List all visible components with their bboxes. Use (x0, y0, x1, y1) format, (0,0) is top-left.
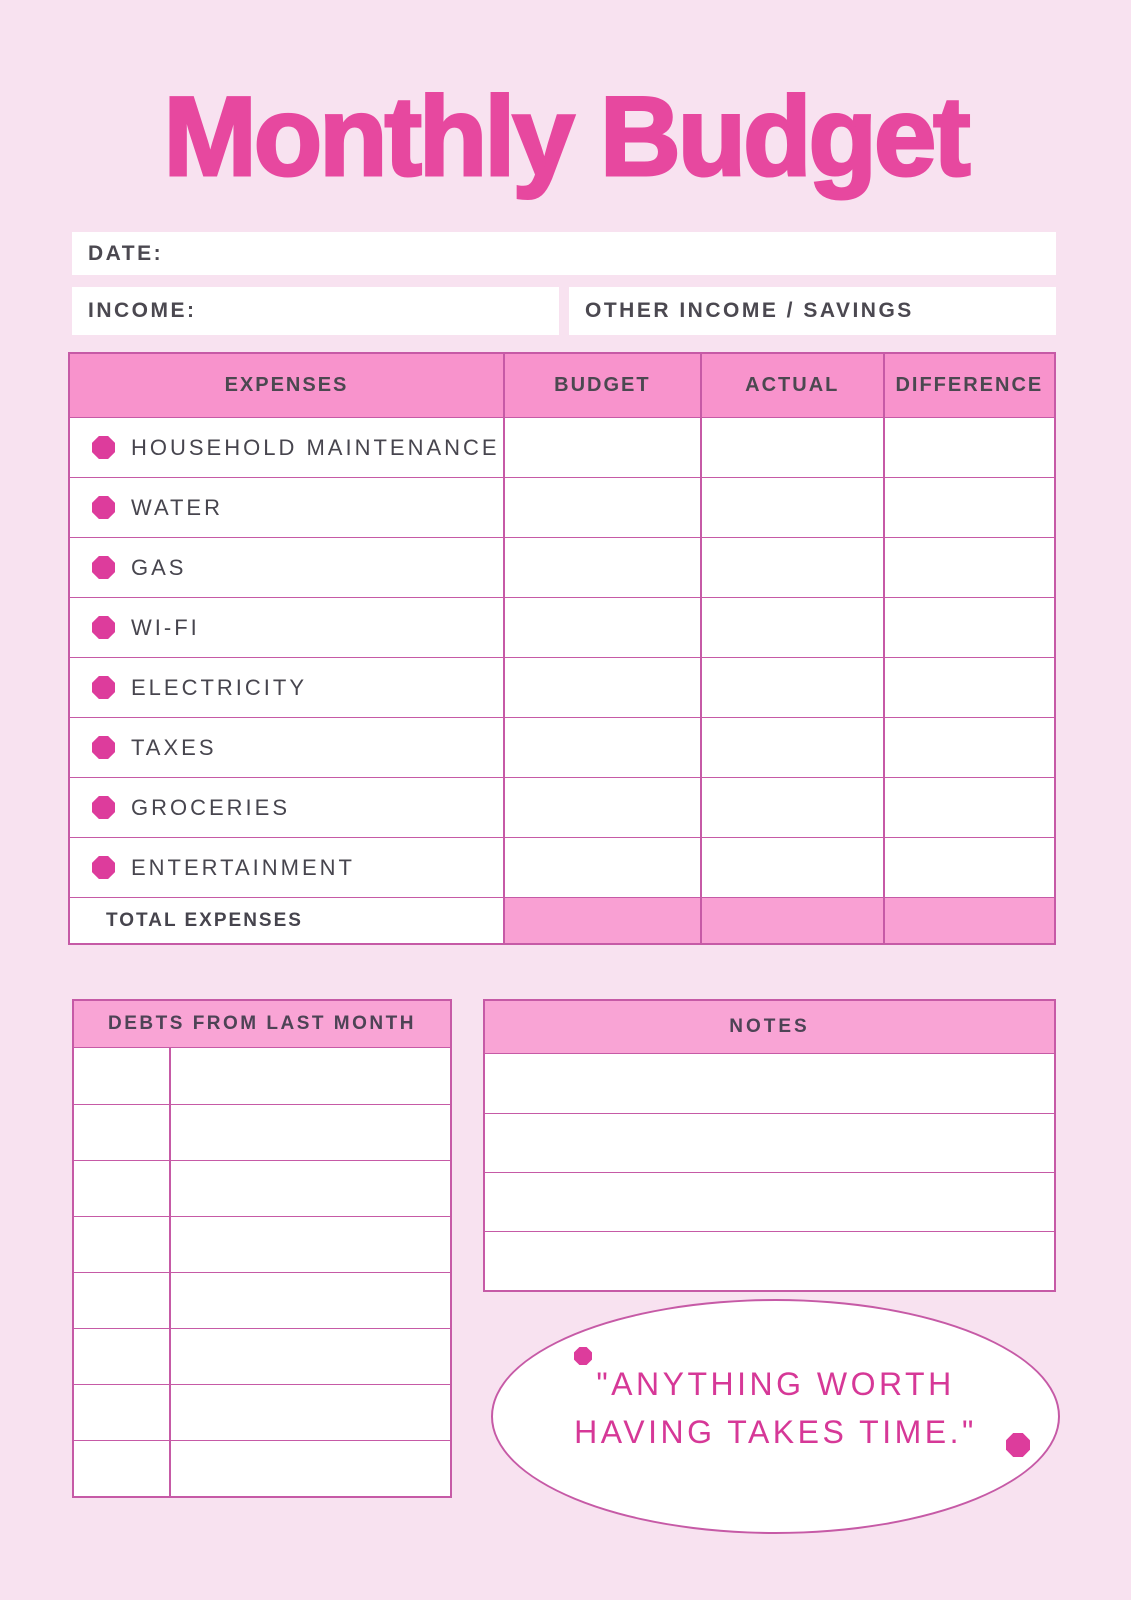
expenses-header-difference: DIFFERENCE (883, 354, 1054, 417)
debts-table-body (74, 1048, 450, 1496)
date-label: DATE: (88, 241, 164, 265)
expense-difference-cell[interactable] (883, 538, 1054, 597)
expense-row (70, 477, 1054, 537)
debts-row (74, 1384, 450, 1440)
total-difference-cell[interactable] (883, 898, 1054, 943)
expense-row (70, 597, 1054, 657)
expenses-header-expenses: EXPENSES (70, 354, 503, 417)
expense-label: WATER (131, 494, 223, 520)
expense-label-cell (70, 658, 503, 717)
expense-budget-cell[interactable] (503, 658, 700, 717)
debts-table-title: DEBTS FROM LAST MONTH (74, 1001, 450, 1048)
date-field[interactable] (72, 232, 1056, 275)
expense-label-cell (70, 838, 503, 897)
expense-budget-cell[interactable] (503, 598, 700, 657)
expense-actual-cell[interactable] (700, 598, 883, 657)
debt-amount-cell[interactable] (74, 1161, 169, 1216)
expenses-table-body (70, 417, 1054, 897)
total-expenses-row (70, 897, 1054, 943)
expense-label-cell (70, 478, 503, 537)
expense-actual-cell[interactable] (700, 538, 883, 597)
expenses-table-header-row (70, 354, 1054, 417)
expense-label: ENTERTAINMENT (131, 854, 355, 880)
expense-row (70, 777, 1054, 837)
expense-budget-cell[interactable] (503, 418, 700, 477)
expense-label: TAXES (131, 734, 217, 760)
expense-budget-cell[interactable] (503, 778, 700, 837)
debts-row (74, 1048, 450, 1104)
debt-description-cell[interactable] (169, 1441, 450, 1496)
expense-label: GAS (131, 554, 187, 580)
octagon-bullet-icon (92, 736, 115, 759)
expense-difference-cell[interactable] (883, 478, 1054, 537)
notes-line[interactable] (485, 1172, 1054, 1231)
octagon-bullet-icon (92, 856, 115, 879)
expense-label: HOUSEHOLD MAINTENANCE (131, 434, 500, 460)
debt-description-cell[interactable] (169, 1329, 450, 1384)
expense-actual-cell[interactable] (700, 658, 883, 717)
expense-actual-cell[interactable] (700, 718, 883, 777)
expense-budget-cell[interactable] (503, 718, 700, 777)
expense-difference-cell[interactable] (883, 598, 1054, 657)
debts-table (72, 999, 452, 1498)
debt-amount-cell[interactable] (74, 1385, 169, 1440)
debt-description-cell[interactable] (169, 1048, 450, 1104)
debt-amount-cell[interactable] (74, 1273, 169, 1328)
expense-row (70, 837, 1054, 897)
expense-budget-cell[interactable] (503, 538, 700, 597)
expense-actual-cell[interactable] (700, 778, 883, 837)
income-field[interactable] (72, 287, 559, 335)
notes-line[interactable] (485, 1054, 1054, 1113)
debt-amount-cell[interactable] (74, 1329, 169, 1384)
notes-line[interactable] (485, 1231, 1054, 1290)
expense-row (70, 417, 1054, 477)
expense-budget-cell[interactable] (503, 838, 700, 897)
quote-text: "ANYTHING WORTH HAVING TAKES TIME." (574, 1365, 977, 1450)
quote-ellipse (491, 1299, 1060, 1534)
debt-description-cell[interactable] (169, 1161, 450, 1216)
total-actual-cell[interactable] (700, 898, 883, 943)
debt-amount-cell[interactable] (74, 1048, 169, 1104)
expense-label-cell (70, 418, 503, 477)
expense-difference-cell[interactable] (883, 838, 1054, 897)
debts-row (74, 1272, 450, 1328)
notes-section (483, 999, 1056, 1292)
octagon-bullet-icon (92, 436, 115, 459)
expense-actual-cell[interactable] (700, 418, 883, 477)
total-budget-cell[interactable] (503, 898, 700, 943)
expense-actual-cell[interactable] (700, 478, 883, 537)
expense-label-cell (70, 538, 503, 597)
octagon-bullet-icon (92, 796, 115, 819)
expense-difference-cell[interactable] (883, 718, 1054, 777)
expense-label-cell (70, 718, 503, 777)
notes-line[interactable] (485, 1113, 1054, 1172)
expense-row (70, 657, 1054, 717)
expenses-header-actual: ACTUAL (700, 354, 883, 417)
expense-difference-cell[interactable] (883, 418, 1054, 477)
debt-amount-cell[interactable] (74, 1441, 169, 1496)
debts-row (74, 1104, 450, 1160)
debt-description-cell[interactable] (169, 1385, 450, 1440)
total-expenses-label-cell (70, 898, 503, 943)
expense-row (70, 717, 1054, 777)
expense-label-cell (70, 778, 503, 837)
expense-actual-cell[interactable] (700, 838, 883, 897)
expense-label: GROCERIES (131, 794, 291, 820)
total-expenses-label: TOTAL EXPENSES (106, 909, 303, 931)
octagon-bullet-icon (92, 616, 115, 639)
other-income-savings-field[interactable] (569, 287, 1056, 335)
octagon-bullet-icon (92, 556, 115, 579)
debts-row (74, 1440, 450, 1496)
expense-difference-cell[interactable] (883, 778, 1054, 837)
expenses-header-budget: BUDGET (503, 354, 700, 417)
page-title: Monthly Budget (163, 74, 968, 199)
notes-title: NOTES (485, 1001, 1054, 1054)
income-label: INCOME: (88, 299, 197, 322)
debts-row (74, 1160, 450, 1216)
other-income-savings-label: OTHER INCOME / SAVINGS (585, 299, 914, 322)
debt-amount-cell[interactable] (74, 1105, 169, 1160)
debt-description-cell[interactable] (169, 1105, 450, 1160)
debt-description-cell[interactable] (169, 1217, 450, 1272)
expense-row (70, 537, 1054, 597)
notes-lines (485, 1054, 1054, 1290)
octagon-bullet-icon (92, 676, 115, 699)
debts-row (74, 1216, 450, 1272)
expense-difference-cell[interactable] (883, 658, 1054, 717)
expense-budget-cell[interactable] (503, 478, 700, 537)
expense-label-cell (70, 598, 503, 657)
expense-label: ELECTRICITY (131, 674, 308, 700)
debt-amount-cell[interactable] (74, 1217, 169, 1272)
expense-label: WI-FI (131, 614, 200, 640)
debt-description-cell[interactable] (169, 1273, 450, 1328)
debts-row (74, 1328, 450, 1384)
octagon-bullet-icon (92, 496, 115, 519)
expenses-table (68, 352, 1056, 945)
